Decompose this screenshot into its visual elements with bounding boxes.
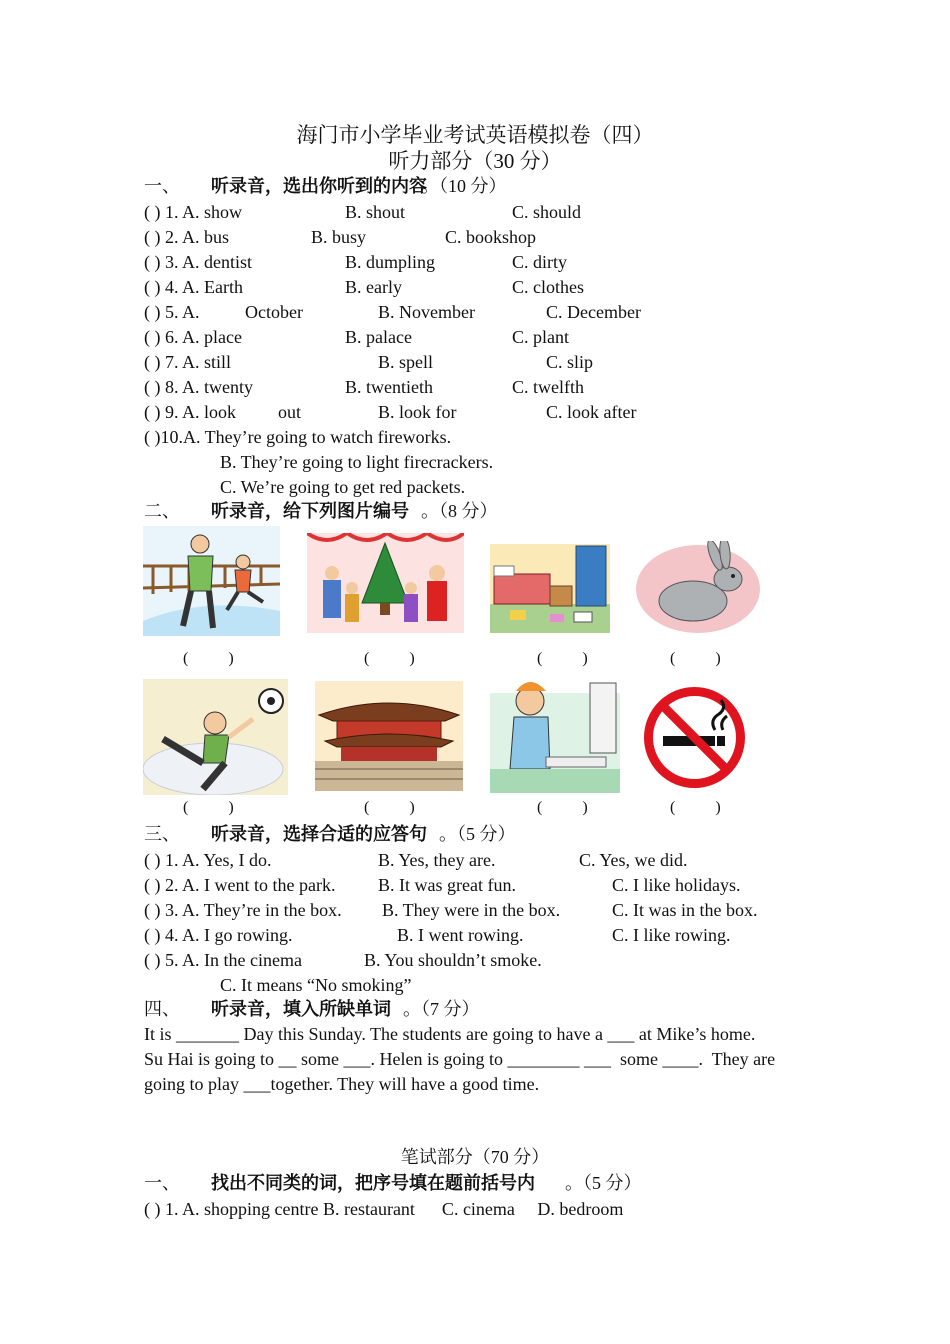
q5-number: ( ) 5. A. <box>144 302 200 322</box>
s3-q1-option-c: C. Yes, we did. <box>579 850 688 870</box>
section-4-title: 听录音，填入所缺单词 <box>211 999 391 1019</box>
picture-boy-kicking-football <box>143 679 288 795</box>
q7-option-c: C. slip <box>546 352 594 372</box>
q3-option-c: C. dirty <box>512 252 568 272</box>
q4-option-c: C. clothes <box>512 277 584 297</box>
picture-messy-bedroom <box>490 544 610 633</box>
q4-option-a: ( ) 4. A. Earth <box>144 277 243 297</box>
q8-option-a: ( ) 8. A. twenty <box>144 377 253 397</box>
q6-option-a: ( ) 6. A. place <box>144 327 242 347</box>
page-subtitle: 听力部分（30 分） <box>388 149 562 173</box>
s3-q5-option-c: C. It means “No smoking” <box>220 975 412 995</box>
section-3-score: 。（5 分） <box>439 824 516 844</box>
s3-q3-option-a: ( ) 3. A. They’re in the box. <box>144 900 342 920</box>
picture-6-answer-blank: ( ) <box>364 799 415 816</box>
page-title: 海门市小学毕业考试英语模拟卷（四） <box>296 123 654 147</box>
q9-number: ( ) 9. A. look <box>144 402 236 422</box>
q10-option-a: ( )10.A. They’re going to watch fireworks. <box>144 427 452 447</box>
picture-8-answer-blank: ( ) <box>670 799 721 816</box>
q2-option-b: B. busy <box>311 227 367 247</box>
s3-q4-option-a: ( ) 4. A. I go rowing. <box>144 925 293 945</box>
q5-option-a: October <box>245 302 303 322</box>
picture-christmas-party <box>307 533 464 633</box>
s3-q2-option-a: ( ) 2. A. I went to the park. <box>144 875 336 895</box>
q6-option-b: B. palace <box>345 327 412 347</box>
written-section-1-score: 。（5 分） <box>565 1173 642 1193</box>
q9-option-b: B. look for <box>378 402 457 422</box>
s3-q1-option-b: B. Yes, they are. <box>378 850 496 870</box>
s3-q3-option-c: C. It was in the box. <box>612 900 758 920</box>
section-3-title: 听录音，选择合适的应答句 <box>211 824 427 844</box>
q8-option-c: C. twelfth <box>512 377 584 397</box>
written-q1: ( ) 1. A. shopping centre B. restaurant C. cinema D. bedroom <box>144 1199 624 1219</box>
picture-2-answer-blank: ( ) <box>364 650 415 667</box>
q1-option-c: C. should <box>512 202 582 222</box>
written-part-title: 笔试部分（70 分） <box>400 1147 550 1167</box>
picture-no-smoking-sign <box>643 686 746 789</box>
s3-q3-option-b: B. They were in the box. <box>382 900 561 920</box>
q10-option-b: B. They’re going to light firecrackers. <box>220 452 494 472</box>
fill-in-line-1: It is _______ Day this Sunday. The students are going to have a ___ at Mike’s home. <box>144 1024 756 1044</box>
section-3-number: 三、 <box>144 824 180 844</box>
q7-option-b: B. spell <box>378 352 434 372</box>
section-2-title: 听录音，给下列图片编号 <box>211 501 409 521</box>
picture-4-answer-blank: ( ) <box>670 650 721 667</box>
q9-option-c: C. look after <box>546 402 637 422</box>
picture-woman-at-computer <box>490 673 620 793</box>
picture-1-answer-blank: ( ) <box>183 650 234 667</box>
fill-in-line-3: going to play ___together. They will have a good time. <box>144 1074 540 1094</box>
written-section-1-number: 一、 <box>144 1173 180 1193</box>
q4-option-b: B. early <box>345 277 402 297</box>
s3-q5-option-b: B. You shouldn’t smoke. <box>364 950 542 970</box>
q6-option-c: C. plant <box>512 327 569 347</box>
picture-3-answer-blank: ( ) <box>537 650 588 667</box>
q1-option-b: B. shout <box>345 202 406 222</box>
section-2-score: 。（8 分） <box>421 501 498 521</box>
picture-chinese-palace <box>315 681 463 791</box>
q5-option-b: B. November <box>378 302 475 322</box>
section-1-title: 听录音，选出你听到的内容 <box>211 176 427 196</box>
section-2-number: 二、 <box>144 501 180 521</box>
q5-option-c: C. December <box>546 302 641 322</box>
q3-option-b: B. dumpling <box>345 252 436 272</box>
q2-option-a: ( ) 2. A. bus <box>144 227 229 247</box>
s3-q2-option-c: C. I like holidays. <box>612 875 741 895</box>
picture-rabbit <box>633 541 763 636</box>
s3-q2-option-b: B. It was great fun. <box>378 875 516 895</box>
section-4-score: 。（7 分） <box>403 999 480 1019</box>
s3-q4-option-b: B. I went rowing. <box>397 925 524 945</box>
q8-option-b: B. twentieth <box>345 377 433 397</box>
q3-option-a: ( ) 3. A. dentist <box>144 252 252 272</box>
q7-option-a: ( ) 7. A. still <box>144 352 232 372</box>
section-1-score: 。（10 分） <box>421 176 507 196</box>
picture-man-walking-boy-running <box>143 526 280 636</box>
q10-option-c: C. We’re going to get red packets. <box>220 477 466 497</box>
fill-in-line-2: Su Hai is going to __ some ___. Helen is going to ________ ___ some ____. They are <box>144 1049 776 1069</box>
q1-option-a: ( ) 1. A. show <box>144 202 242 222</box>
picture-5-answer-blank: ( ) <box>183 799 234 816</box>
s3-q4-option-c: C. I like rowing. <box>612 925 731 945</box>
q9-option-a-part2: out <box>278 402 302 422</box>
s3-q5-option-a: ( ) 5. A. In the cinema <box>144 950 302 970</box>
section-4-number: 四、 <box>144 999 180 1019</box>
q2-option-c: C. bookshop <box>445 227 537 247</box>
section-1-number: 一、 <box>144 176 180 196</box>
written-section-1-title: 找出不同类的词，把序号填在题前括号内 <box>211 1173 535 1193</box>
s3-q1-option-a: ( ) 1. A. Yes, I do. <box>144 850 272 870</box>
picture-7-answer-blank: ( ) <box>537 799 588 816</box>
